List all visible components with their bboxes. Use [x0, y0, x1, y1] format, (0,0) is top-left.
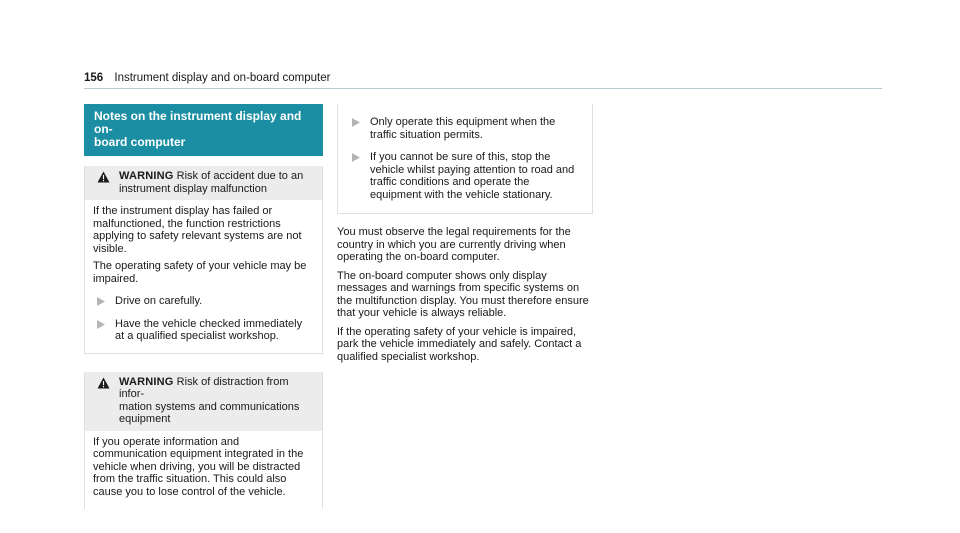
warning-head-text-2: mation systems and communications: [119, 400, 300, 413]
right-column: [337, 104, 593, 369]
warning-body: [85, 200, 322, 353]
warning-head-text-1: Risk of distraction from infor-: [119, 375, 289, 400]
warning-box-display-malfunction: [84, 166, 323, 354]
action-bullet-text: Only operate this equipment when the traffic situation permits.: [370, 116, 556, 141]
continued-actions-box: [337, 104, 593, 214]
page-number: 156: [84, 72, 104, 84]
warning-paragraph: The operating safety of your vehicle may be impaired.: [93, 260, 307, 285]
warning-label: WARNING: [119, 375, 174, 388]
header-divider: [84, 88, 882, 89]
page-header-title: Instrument display and on-board computer: [114, 72, 331, 84]
action-arrow-icon: [352, 118, 360, 127]
warning-triangle-icon: [97, 377, 110, 389]
page-header: [84, 72, 330, 84]
action-arrow-icon: [97, 297, 105, 306]
left-column: [84, 104, 323, 509]
action-arrow-icon: [352, 153, 360, 162]
action-arrow-icon: [97, 320, 105, 329]
warning-body: [85, 431, 322, 510]
section-title-line1: Notes on the instrument display and on-: [94, 109, 302, 136]
warning-head-text-1: Risk of accident due to an: [176, 170, 304, 182]
warning-triangle-icon: [97, 171, 110, 183]
action-bullet: [348, 151, 582, 201]
warning-paragraph: If the instrument display has failed or malfunctioned, the function restrictions applying to safety relevant systems are not visible.: [93, 205, 302, 255]
body-paragraph: If the operating safety of your vehicle is impaired, park the vehicle immediately and safely. Contact a qualified specialist workshop.: [337, 325, 582, 363]
action-bullet: [93, 295, 314, 308]
warning-header: [85, 372, 322, 431]
body-paragraph: The on-board computer shows only display messages and warnings from specific systems on the multifunction display. You must therefore ensure that your vehicle is always reliable.: [337, 269, 589, 319]
warning-box-distraction: [84, 372, 323, 510]
action-bullet: [348, 116, 582, 141]
action-bullet-text: Drive on carefully.: [115, 295, 203, 307]
warning-head-text-2: instrument display malfunction: [119, 182, 267, 195]
warning-head-text-3: equipment: [119, 413, 171, 425]
action-bullet-text: Have the vehicle checked immediately at a qualified specialist workshop.: [115, 317, 303, 342]
action-bullet: [93, 318, 314, 343]
section-title-line2: board computer: [94, 135, 186, 149]
body-paragraph: You must observe the legal requirements for the country in which you are currently driving when operating the on-board computer.: [337, 226, 571, 263]
warning-header: [85, 166, 322, 200]
warning-paragraph: If you operate information and communication equipment integrated in the vehicle when driving, you will be distracted from the traffic situation. This could also cause you to lose control of the vehicle.: [93, 435, 304, 498]
section-title: [84, 104, 323, 156]
action-bullet-text: If you cannot be sure of this, stop the vehicle whilst paying attention to road and traffic conditions and operate the equipment with the vehicle stationary.: [370, 151, 575, 201]
warning-label: WARNING: [119, 170, 174, 182]
